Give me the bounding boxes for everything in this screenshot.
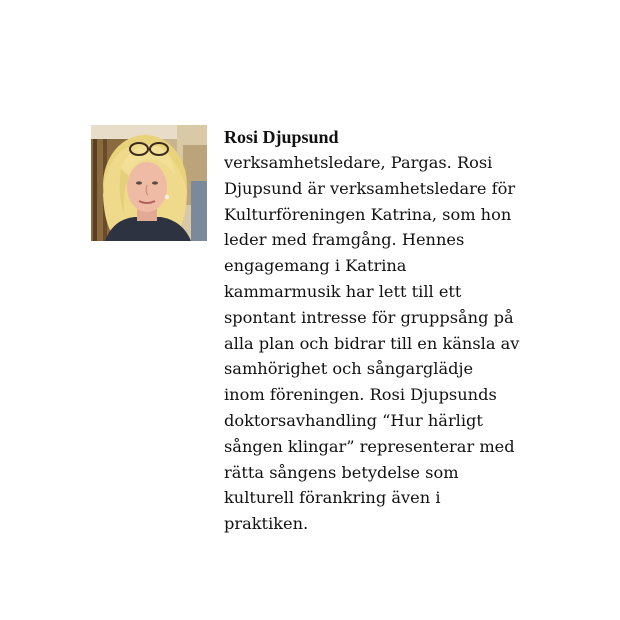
- bio-line: praktiken.: [224, 514, 309, 534]
- bio-line: kammarmusik har lett till ett: [224, 281, 462, 301]
- bio-line: inom föreningen. Rosi Djupsunds: [224, 385, 497, 405]
- bio-line: engagemang i Katrina: [224, 256, 407, 276]
- bio-line: sången klingar” representerar med: [224, 436, 515, 456]
- bio-line: leder med framgång. Hennes: [224, 230, 465, 250]
- bio-line: Kulturföreningen Katrina, som hon: [224, 204, 512, 224]
- bio-line: verksamhetsledare, Pargas. Rosi: [224, 153, 493, 172]
- bio-line: kulturell förankring även i: [224, 488, 441, 508]
- portrait-illustration: [91, 125, 207, 241]
- portrait-photo: [91, 125, 207, 241]
- person-name: Rosi Djupsund: [224, 127, 339, 147]
- bio-line: spontant intresse för gruppsång på: [224, 307, 514, 327]
- bio-line: samhörighet och sångarglädje: [224, 359, 474, 379]
- bio-text: [224, 150, 534, 537]
- bio-line: rätta sångens betydelse som: [224, 462, 459, 482]
- bio-section: [224, 124, 534, 537]
- bio-line: alla plan och bidrar till en känsla av: [224, 333, 520, 353]
- bio-line: doktorsavhandling “Hur härligt: [224, 410, 483, 430]
- bio-line: Djupsund är verksamhetsledare för: [224, 178, 516, 198]
